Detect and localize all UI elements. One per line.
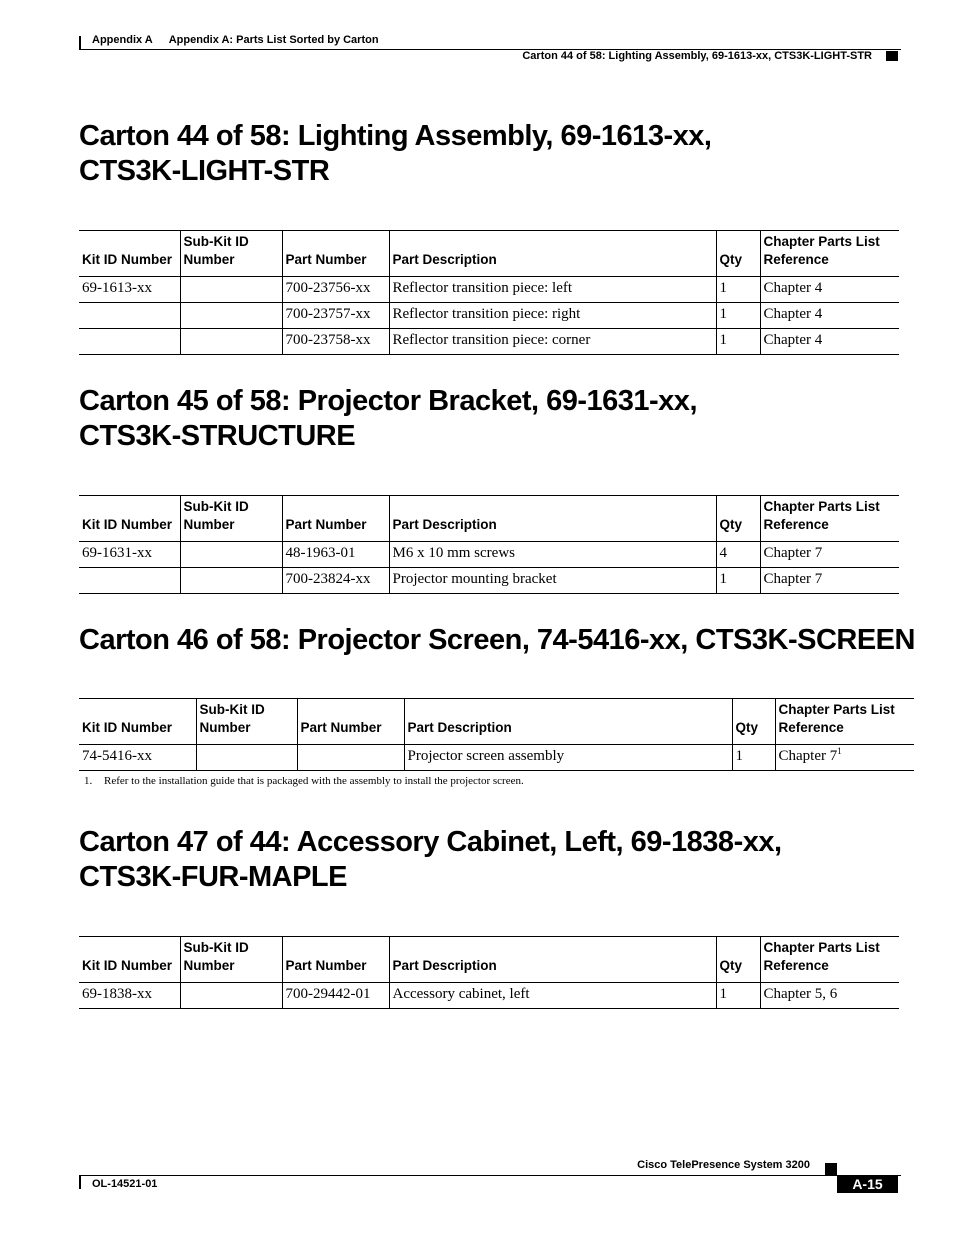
table-header-row [79, 699, 914, 745]
section-47-heading-line1: Carton 47 of 44: Accessory Cabinet, Left, 69-1838-xx, [79, 826, 782, 858]
footer-doc-number: OL-14521-01 [92, 1178, 158, 1190]
section-45-heading [79, 384, 919, 454]
section-45-heading-line1: Carton 45 of 58: Projector Bracket, 69-1631-xx, [79, 385, 697, 417]
footnote [84, 775, 524, 787]
header-section: Appendix A: Parts List Sorted by Carton [168, 34, 379, 46]
section-44-heading-line2: CTS3K-LIGHT-STR [79, 155, 330, 187]
cell-reference: Chapter 5, 6 [760, 983, 899, 1009]
cell-part-description: Reflector transition piece: right [389, 303, 716, 329]
table-row [79, 745, 914, 771]
cell-part-description: Accessory cabinet, left [389, 983, 716, 1009]
cell-qty: 1 [732, 745, 775, 771]
cell-part-number: 700-23758-xx [282, 329, 389, 355]
col-subkit-id: Sub-Kit ID Number [196, 699, 297, 745]
col-part-description: Part Description [404, 699, 732, 745]
footer-marker [825, 1163, 837, 1175]
footer-rule [79, 1175, 901, 1176]
cell-part-description: Reflector transition piece: corner [389, 329, 716, 355]
col-subkit-id: Sub-Kit ID Number [180, 937, 282, 983]
cell-subkit-id [180, 277, 282, 303]
table-header-row [79, 496, 899, 542]
col-subkit-id: Sub-Kit ID Number [180, 496, 282, 542]
cell-qty: 1 [716, 568, 760, 594]
cell-subkit-id [180, 568, 282, 594]
cell-reference: Chapter $7^1$ [775, 745, 914, 771]
cell-part-number: 700-23757-xx [282, 303, 389, 329]
cell-subkit-id [196, 745, 297, 771]
col-part-number: Part Number [282, 937, 389, 983]
col-kit-id: Kit ID Number [79, 699, 196, 745]
header-rule-vertical [79, 36, 81, 50]
table-row [79, 329, 899, 355]
section-47-heading-line2: CTS3K-FUR-MAPLE [79, 861, 347, 893]
carton-44-table [79, 230, 899, 355]
section-46-heading [79, 623, 919, 658]
col-kit-id: Kit ID Number [79, 937, 180, 983]
cell-part-description: Reflector transition piece: left [389, 277, 716, 303]
carton-47-table [79, 936, 899, 1009]
page-number: A-15 [837, 1175, 898, 1193]
cell-subkit-id [180, 983, 282, 1009]
cell-part-description: M6 x 10 mm screws [389, 542, 716, 568]
table-row [79, 983, 899, 1009]
cell-qty: 1 [716, 329, 760, 355]
cell-part-number [297, 745, 404, 771]
section-44-heading-line1: Carton 44 of 58: Lighting Assembly, 69-1613-xx, [79, 120, 712, 152]
footnote-marker: 1 [837, 746, 842, 756]
cell-subkit-id [180, 542, 282, 568]
col-reference: Chapter Parts List Reference [775, 699, 914, 745]
section-47-heading [79, 825, 919, 895]
footnote-number: 1. [84, 775, 93, 787]
carton-46-table [79, 698, 914, 771]
col-qty: Qty [716, 231, 760, 277]
cell-reference: Chapter 4 [760, 277, 899, 303]
running-header-left [92, 34, 379, 46]
col-qty: Qty [716, 937, 760, 983]
col-reference: Chapter Parts List Reference [760, 937, 899, 983]
cell-part-number: 700-23824-xx [282, 568, 389, 594]
header-chapter: Appendix A [92, 34, 153, 46]
cell-kit-id [79, 329, 180, 355]
table-row [79, 568, 899, 594]
col-kit-id: Kit ID Number [79, 496, 180, 542]
cell-kit-id: 69-1613-xx [79, 277, 180, 303]
table-header-row [79, 937, 899, 983]
table-header-row [79, 231, 899, 277]
cell-reference: Chapter 4 [760, 303, 899, 329]
section-44-heading [79, 119, 919, 189]
col-subkit-id: Sub-Kit ID Number [180, 231, 282, 277]
col-qty: Qty [732, 699, 775, 745]
section-45-heading-line2: CTS3K-STRUCTURE [79, 420, 356, 452]
cell-part-description: Projector screen assembly [404, 745, 732, 771]
cell-reference: Chapter 7 [760, 568, 899, 594]
table-row [79, 303, 899, 329]
footer-product-name: Cisco TelePresence System 3200 [637, 1159, 810, 1171]
cell-qty: 4 [716, 542, 760, 568]
col-part-description: Part Description [389, 496, 716, 542]
cell-kit-id: 74-5416-xx [79, 745, 196, 771]
cell-kit-id: 69-1838-xx [79, 983, 180, 1009]
col-part-number: Part Number [297, 699, 404, 745]
col-qty: Qty [716, 496, 760, 542]
cell-part-number: 700-23756-xx [282, 277, 389, 303]
col-reference: Chapter Parts List Reference [760, 231, 899, 277]
section-46-heading-line1: Carton 46 of 58: Projector Screen, 74-5416-xx, CTS3K-SCREEN [79, 624, 915, 656]
footnote-text: Refer to the installation guide that is packaged with the assembly to install the projector screen. [104, 775, 524, 787]
running-header-title: Carton 44 of 58: Lighting Assembly, 69-1613-xx, CTS3K-LIGHT-STR [522, 50, 872, 62]
table-row [79, 542, 899, 568]
col-kit-id: Kit ID Number [79, 231, 180, 277]
cell-subkit-id [180, 329, 282, 355]
header-marker [886, 51, 898, 61]
table-row [79, 277, 899, 303]
cell-kit-id: 69-1631-xx [79, 542, 180, 568]
col-part-description: Part Description [389, 937, 716, 983]
cell-part-number: 700-29442-01 [282, 983, 389, 1009]
col-part-number: Part Number [282, 231, 389, 277]
cell-subkit-id [180, 303, 282, 329]
col-reference: Chapter Parts List Reference [760, 496, 899, 542]
cell-reference: Chapter 7 [760, 542, 899, 568]
cell-qty: 1 [716, 983, 760, 1009]
cell-reference: Chapter 4 [760, 329, 899, 355]
col-part-number: Part Number [282, 496, 389, 542]
cell-qty: 1 [716, 303, 760, 329]
footer-rule-vertical [79, 1175, 81, 1189]
carton-45-table [79, 495, 899, 594]
cell-part-number: 48-1963-01 [282, 542, 389, 568]
cell-part-description: Projector mounting bracket [389, 568, 716, 594]
cell-kit-id [79, 568, 180, 594]
col-part-description: Part Description [389, 231, 716, 277]
cell-kit-id [79, 303, 180, 329]
cell-qty: 1 [716, 277, 760, 303]
